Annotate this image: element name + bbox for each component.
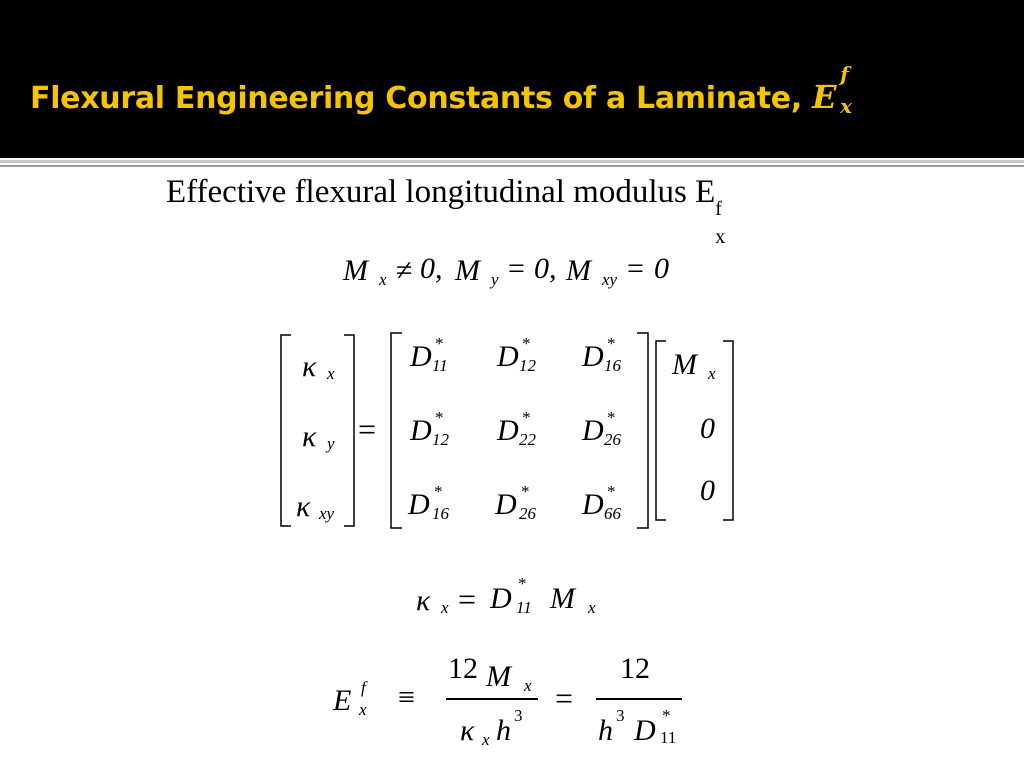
- d-21-sub: 12: [432, 430, 449, 449]
- ef-e-sup: f: [361, 678, 366, 697]
- kx-m: M: [550, 582, 575, 615]
- subtitle-sub: x: [715, 226, 726, 248]
- kx-m-sub: x: [588, 598, 596, 617]
- subtitle-text: Effective flexural longitudinal modulus E: [166, 174, 716, 210]
- m-col-zero-2: 0: [700, 474, 715, 507]
- bracket-d-left: [391, 333, 402, 528]
- d-32-sub: 26: [519, 504, 536, 523]
- d-22-letter: D: [497, 414, 519, 447]
- kappa-xy: κ: [296, 490, 311, 523]
- cond-eq-2: =: [627, 252, 644, 285]
- bracket-kappa-left: [281, 335, 291, 526]
- cond-zero-2: 0,: [534, 252, 557, 285]
- subtitle-sup: f: [715, 198, 722, 220]
- ef-equiv: ≡: [398, 681, 415, 714]
- ef-num2: 12: [620, 652, 650, 685]
- ef-den2-d-sub: 11: [660, 728, 677, 747]
- d-16-star: *: [607, 334, 616, 353]
- ef-den2-h-sup: 3: [616, 706, 625, 725]
- ef-e-sub: x: [359, 700, 367, 719]
- d-66-star: *: [607, 482, 616, 501]
- bracket-d-right: [637, 333, 648, 528]
- m-col-zero-1: 0: [700, 412, 715, 445]
- d-26-star: *: [607, 408, 616, 427]
- kappa-x: κ: [302, 350, 317, 383]
- cond-mxy-m: M: [566, 254, 591, 287]
- d-21-letter: D: [410, 414, 432, 447]
- d-32-letter: D: [495, 488, 517, 521]
- m-col-m: M: [672, 348, 697, 381]
- d-11-sub: 11: [432, 356, 448, 375]
- ef-eq: =: [555, 680, 574, 716]
- ef-fraction-bar-1: [446, 698, 538, 700]
- d-31-sub: 16: [432, 504, 449, 523]
- kx-d-star: *: [518, 574, 527, 593]
- cond-neq: ≠: [396, 254, 413, 287]
- d-12-sub: 12: [519, 356, 536, 375]
- ef-num1-m-sub: x: [524, 676, 532, 695]
- m-col-sub: x: [708, 364, 716, 383]
- d-22-star: *: [522, 408, 531, 427]
- d-12-star: *: [522, 334, 531, 353]
- ef-den1-kappa: κ: [460, 714, 475, 747]
- cond-eq-1: =: [508, 252, 525, 285]
- d-66-sub: 66: [604, 504, 621, 523]
- kappa-y-sub: y: [327, 434, 335, 453]
- ef-den1-h-sup: 3: [514, 706, 523, 725]
- ef-den2-d-star: *: [662, 706, 671, 725]
- kx-kappa: κ: [416, 584, 431, 617]
- cond-zero-3: 0: [654, 252, 669, 285]
- cond-my-m: M: [455, 254, 480, 287]
- d-22-sub: 22: [519, 430, 536, 449]
- d-11-star: *: [435, 334, 444, 353]
- cond-mxy-sub: xy: [602, 270, 618, 289]
- d-26-letter: D: [582, 414, 604, 447]
- d-16-letter: D: [582, 340, 604, 373]
- ef-fraction-bar-2: [596, 698, 682, 700]
- ef-e: E: [333, 684, 352, 717]
- kappa-x-sub: x: [327, 364, 335, 383]
- ef-den2-h: h: [598, 714, 613, 747]
- bracket-kappa-right: [344, 335, 354, 526]
- cond-mx-sub: x: [379, 270, 387, 289]
- d-31-star: *: [434, 482, 443, 501]
- kappa-y: κ: [302, 420, 317, 453]
- title-symbol-sub: x: [840, 94, 852, 118]
- title-symbol-e: E: [812, 78, 837, 116]
- d-16-sub: 16: [604, 356, 621, 375]
- ef-den1-h: h: [496, 714, 511, 747]
- d-26-sub: 26: [604, 430, 621, 449]
- bracket-m-right: [723, 341, 733, 520]
- d-11-letter: D: [410, 340, 432, 373]
- d-32-star: *: [521, 482, 530, 501]
- slide-title-text: Flexural Engineering Constants of a Laminate,: [30, 81, 802, 116]
- title-symbol-sup: f: [840, 62, 849, 86]
- d-21-star: *: [435, 408, 444, 427]
- kx-d: D: [490, 582, 512, 615]
- kx-kappa-sub: x: [441, 598, 449, 617]
- kappa-xy-sub: xy: [319, 504, 335, 523]
- ef-den2-d: D: [634, 714, 656, 747]
- ef-num1: 12: [448, 652, 478, 685]
- d-66-letter: D: [582, 488, 604, 521]
- cond-mx-m: M: [343, 254, 368, 287]
- d-12-letter: D: [497, 340, 519, 373]
- d-31-letter: D: [408, 488, 430, 521]
- ef-num1-m: M: [486, 660, 511, 693]
- cond-zero-1: 0,: [420, 252, 443, 285]
- cond-my-sub: y: [491, 270, 499, 289]
- kx-eq: =: [458, 581, 477, 617]
- matrix-equals: =: [358, 411, 377, 447]
- ef-den1-kappa-sub: x: [482, 730, 490, 749]
- kx-d-sub: 11: [516, 598, 532, 617]
- bracket-m-left: [656, 341, 666, 520]
